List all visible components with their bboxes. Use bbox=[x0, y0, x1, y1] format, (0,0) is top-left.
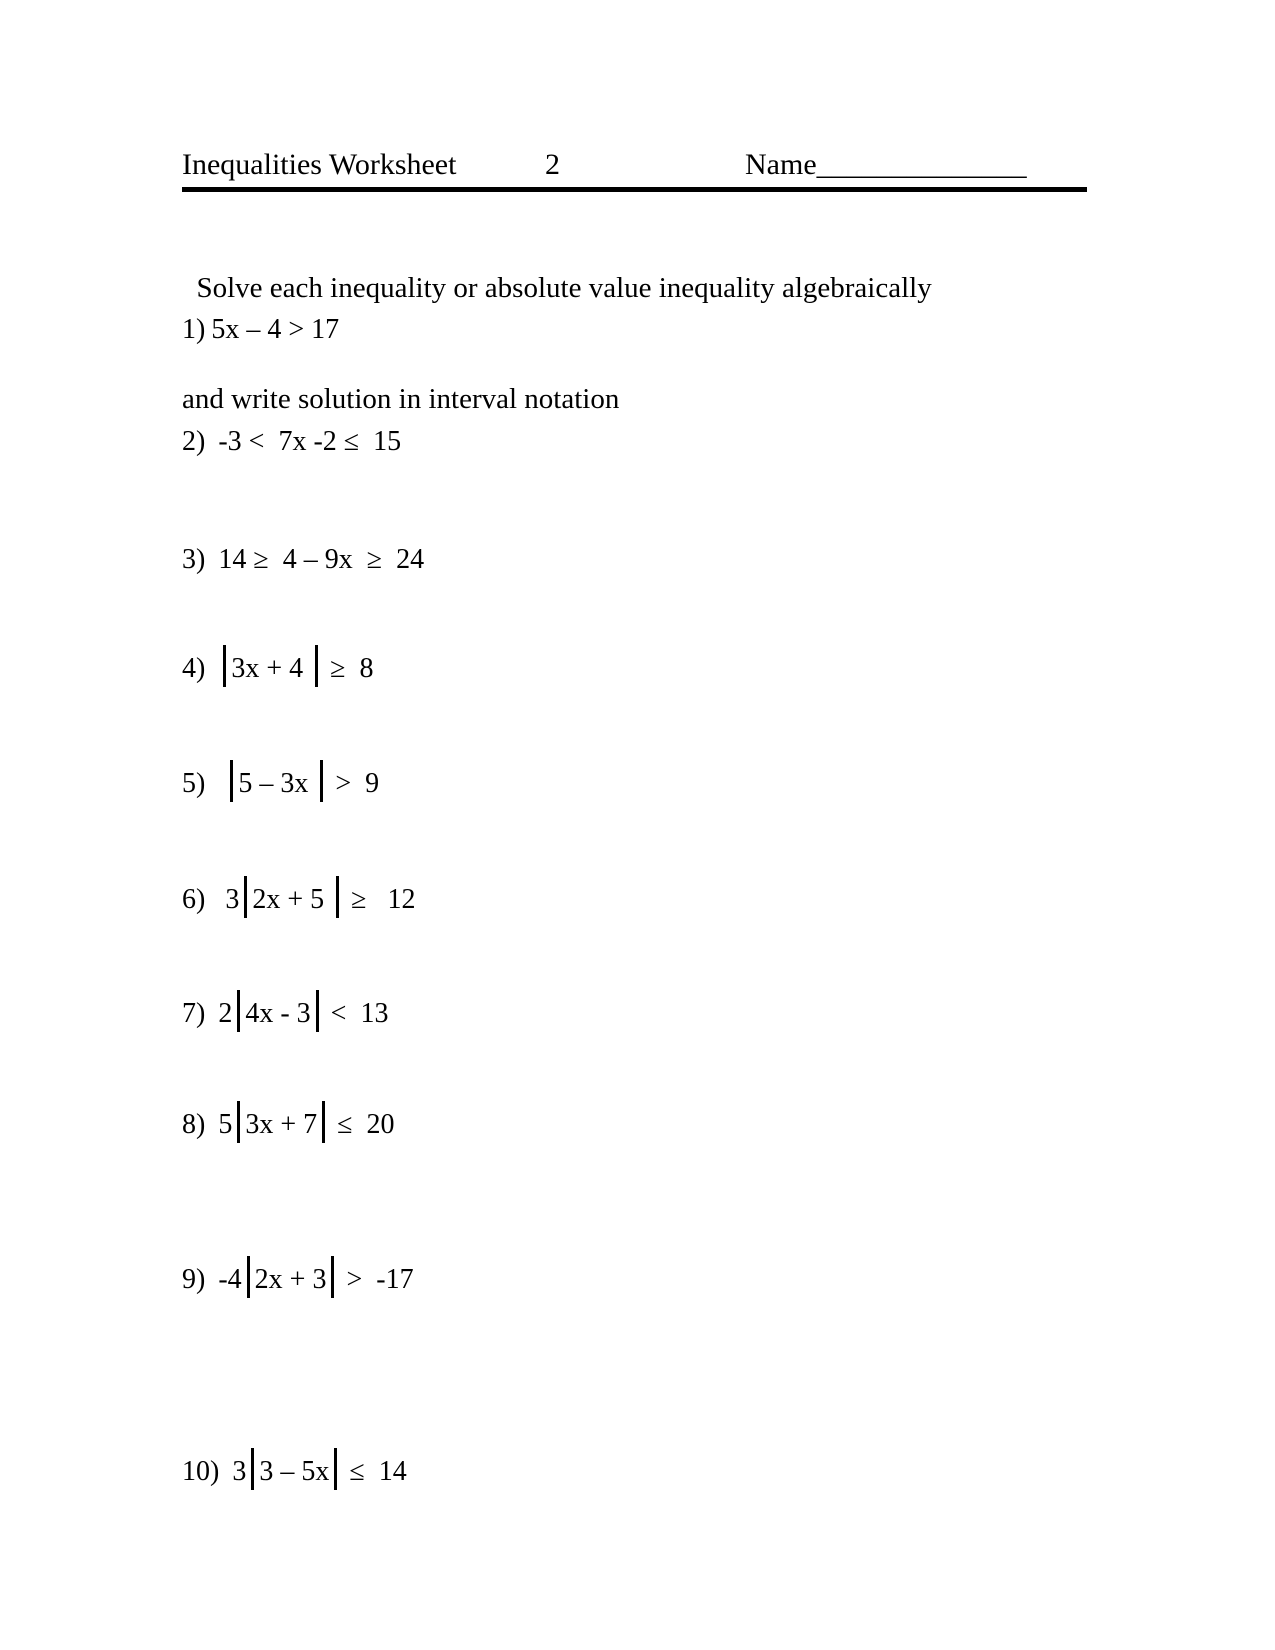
absolute-value-bar bbox=[316, 990, 319, 1032]
problem-3 bbox=[182, 536, 424, 584]
problem-6-label: 6) bbox=[182, 884, 206, 915]
problem-7-label: 7) bbox=[182, 998, 206, 1029]
problem-2-label: 2) bbox=[182, 426, 206, 457]
header bbox=[0, 148, 1275, 190]
problem-7 bbox=[182, 990, 388, 1038]
absolute-value-bar bbox=[247, 1256, 250, 1298]
problem-6-expression: 3 2x + 5 ≥ 12 bbox=[211, 884, 415, 915]
absolute-value-bar bbox=[320, 760, 323, 802]
problem-10-label: 10) bbox=[182, 1456, 220, 1487]
problem-5-label: 5) bbox=[182, 768, 206, 799]
problem-4 bbox=[182, 645, 374, 693]
page-title: Inequalities Worksheet bbox=[182, 148, 457, 181]
problem-10 bbox=[182, 1448, 407, 1496]
problem-3-label: 3) bbox=[182, 544, 206, 575]
problem-8 bbox=[182, 1101, 395, 1149]
instructions-line-1: Solve each inequality or absolute value inequality algebraically bbox=[182, 272, 932, 304]
problem-1 bbox=[182, 306, 339, 354]
problem-2 bbox=[182, 418, 401, 466]
problem-7-expression: 2 4x - 3 < 13 bbox=[211, 998, 388, 1029]
problem-9 bbox=[182, 1256, 414, 1304]
absolute-value-bar bbox=[331, 1256, 334, 1298]
problem-4-expression: 3x + 4 ≥ 8 bbox=[211, 653, 373, 684]
name-blank: ______________ bbox=[816, 148, 1027, 181]
problem-9-label: 9) bbox=[182, 1264, 206, 1295]
problem-8-label: 8) bbox=[182, 1109, 206, 1140]
absolute-value-bar bbox=[334, 1448, 337, 1490]
problem-2-expression: -3 < 7x -2 ≤ 15 bbox=[211, 426, 402, 457]
name-field bbox=[745, 148, 1027, 182]
problem-1-expression: 5x – 4 > 17 bbox=[211, 314, 340, 345]
absolute-value-bar bbox=[244, 876, 247, 918]
problem-1-label: 1) bbox=[182, 314, 206, 345]
problem-8-expression: 5 3x + 7 ≤ 20 bbox=[211, 1109, 394, 1140]
problem-3-expression: 14 ≥ 4 – 9x ≥ 24 bbox=[211, 544, 425, 575]
absolute-value-bar bbox=[315, 645, 318, 687]
problem-4-label: 4) bbox=[182, 653, 206, 684]
absolute-value-bar bbox=[230, 760, 233, 802]
absolute-value-bar bbox=[251, 1448, 254, 1490]
problem-5-expression: 5 – 3x > 9 bbox=[211, 768, 379, 799]
problem-9-expression: -4 2x + 3 > -17 bbox=[211, 1264, 413, 1295]
instructions-line-2: and write solution in interval notation bbox=[182, 383, 620, 415]
absolute-value-bar bbox=[223, 645, 226, 687]
problem-10-expression: 3 3 – 5x ≤ 14 bbox=[225, 1456, 406, 1487]
absolute-value-bar bbox=[336, 876, 339, 918]
problem-5 bbox=[182, 760, 379, 808]
worksheet-number: 2 bbox=[545, 148, 560, 181]
header-divider bbox=[182, 187, 1087, 192]
name-label: Name bbox=[745, 148, 817, 181]
problem-6 bbox=[182, 876, 416, 924]
absolute-value-bar bbox=[322, 1101, 325, 1143]
absolute-value-bar bbox=[237, 1101, 240, 1143]
absolute-value-bar bbox=[237, 990, 240, 1032]
